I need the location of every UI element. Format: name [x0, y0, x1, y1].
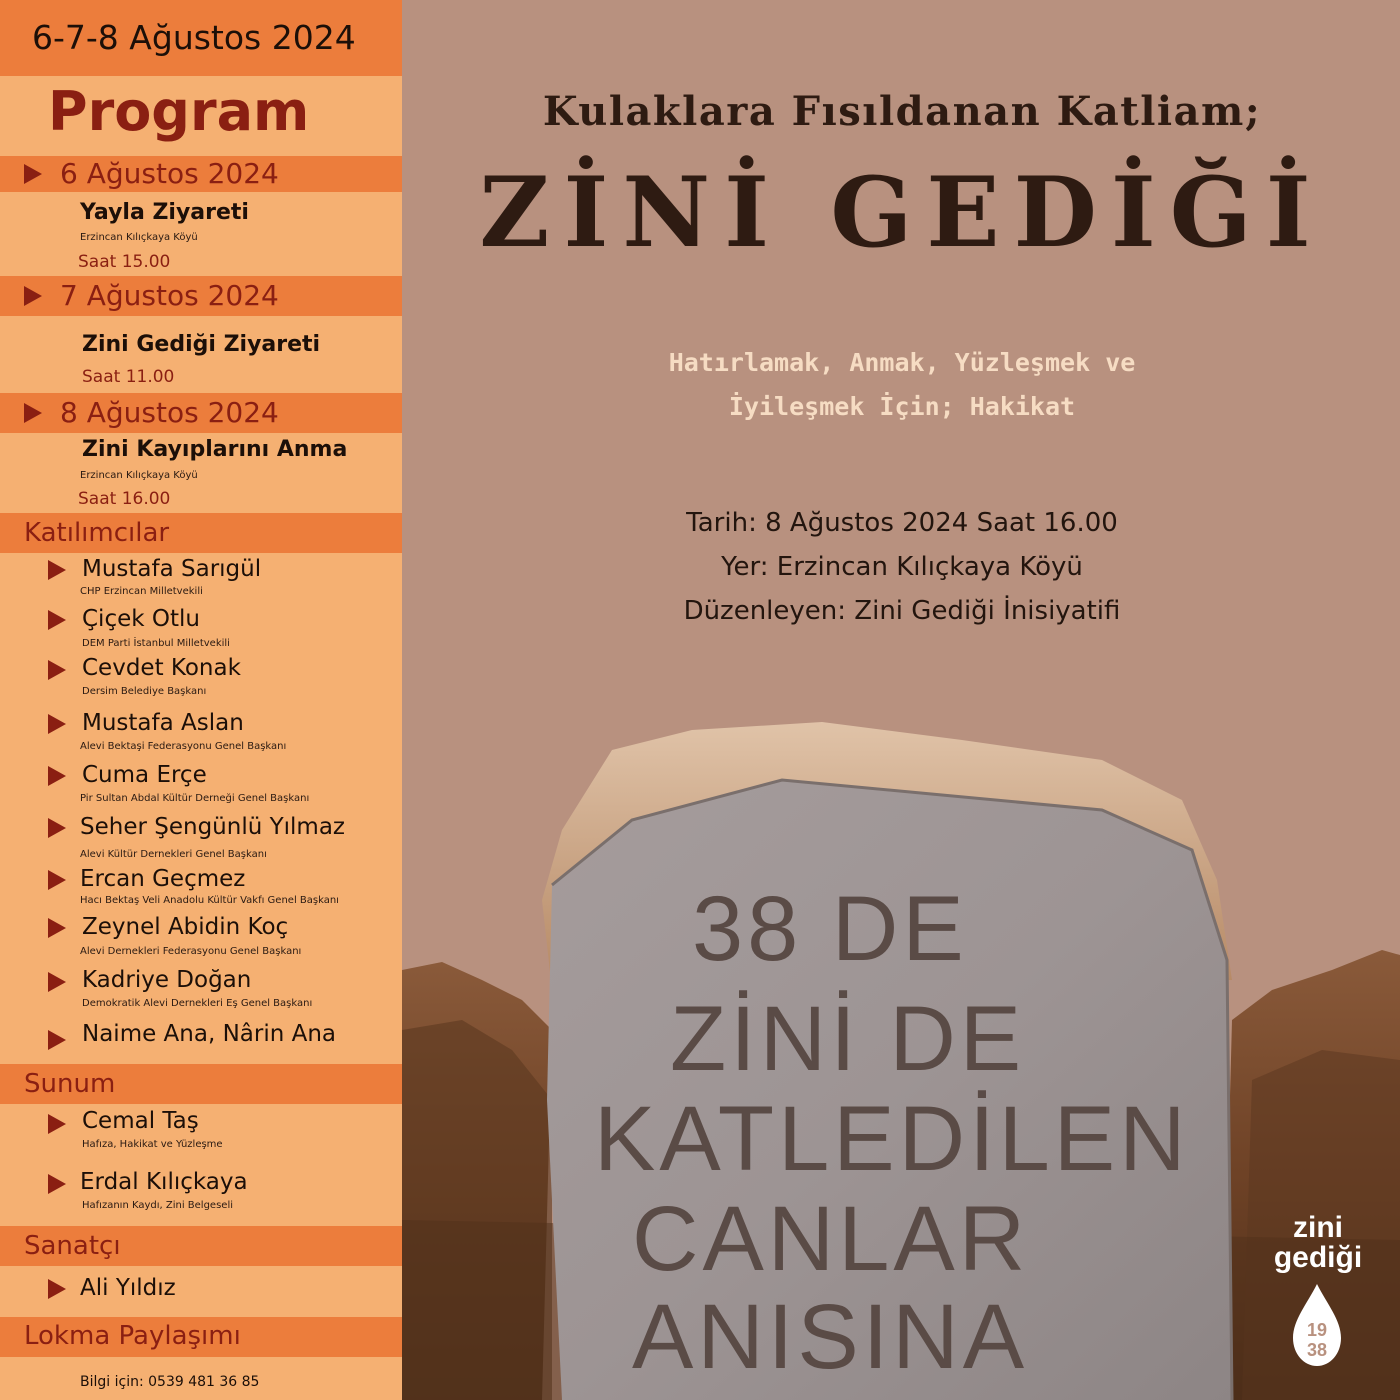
day-2-time: Saat 11.00	[82, 367, 175, 387]
participant-role: DEM Parti İstanbul Milletvekili	[82, 638, 230, 649]
stone-line-2: ZİNİ DE	[670, 988, 1026, 1090]
triangle-bullet-icon	[24, 286, 42, 306]
triangle-bullet-icon	[48, 560, 66, 580]
drop-logo-icon	[1287, 1280, 1347, 1370]
participant-role: Alevi Dernekleri Federasyonu Genel Başkanı	[80, 946, 302, 957]
day-1-date: 6 Ağustos 2024	[60, 157, 279, 190]
triangle-bullet-icon	[48, 972, 66, 992]
presenter-name: Erdal Kılıçkaya	[80, 1169, 248, 1195]
contact-info: Bilgi için: 0539 481 36 85	[80, 1374, 260, 1390]
logo-year-top: 19	[1306, 1320, 1328, 1340]
presenter-name: Cemal Taş	[82, 1108, 199, 1134]
triangle-bullet-icon	[48, 1279, 66, 1299]
event-organizer-line: Düzenleyen: Zini Gediği İnisiyatifi	[683, 596, 1121, 626]
logo-line-2: gediği	[1273, 1241, 1363, 1274]
poster-panel	[402, 0, 1400, 1400]
participant-role: CHP Erzincan Milletvekili	[80, 586, 203, 597]
logo-line-1: zini	[1293, 1211, 1343, 1244]
poster-title: ZİNİ GEDİĞİ	[479, 156, 1325, 269]
participant-name: Mustafa Aslan	[82, 710, 244, 736]
participants-heading: Katılımcılar	[24, 518, 170, 548]
day-1-event: Yayla Ziyareti	[80, 200, 249, 225]
tagline-line-1: Hatırlamak, Anmak, Yüzleşmek ve	[668, 348, 1136, 377]
triangle-bullet-icon	[48, 1174, 66, 1194]
stone-line-5: ANISINA	[632, 1286, 1029, 1388]
event-place-line: Yer: Erzincan Kılıçkaya Köyü	[721, 552, 1083, 582]
participant-name: Kadriye Doğan	[82, 967, 252, 993]
participant-name: Zeynel Abidin Koç	[82, 914, 289, 940]
stone-line-1: 38 DE	[692, 878, 968, 980]
stone-line-4: CANLAR	[632, 1188, 1030, 1290]
triangle-bullet-icon	[24, 164, 42, 184]
triangle-bullet-icon	[48, 1114, 66, 1134]
program-panel	[0, 0, 402, 1400]
memorial-stone-photo	[402, 700, 1400, 1400]
triangle-bullet-icon	[48, 918, 66, 938]
day-2-date: 7 Ağustos 2024	[60, 279, 279, 312]
day-3-date: 8 Ağustos 2024	[60, 396, 279, 429]
triangle-bullet-icon	[48, 1030, 66, 1050]
poster-kicker: Kulaklara Fısıldanan Katliam;	[542, 88, 1262, 135]
triangle-bullet-icon	[48, 714, 66, 734]
tagline-line-2: İyileşmek İçin; Hakikat	[728, 392, 1076, 421]
day-3-time: Saat 16.00	[78, 489, 171, 509]
artists-heading: Sanatçı	[24, 1231, 121, 1261]
participant-role: Alevi Bektaşi Federasyonu Genel Başkanı	[80, 741, 287, 752]
day-1-time: Saat 15.00	[78, 252, 171, 272]
participant-name: Naime Ana, Nârin Ana	[82, 1021, 337, 1047]
triangle-bullet-icon	[24, 403, 42, 423]
closing-heading: Lokma Paylaşımı	[24, 1321, 241, 1351]
participant-name: Ercan Geçmez	[80, 866, 246, 892]
presenter-topic: Hafıza, Hakikat ve Yüzleşme	[82, 1139, 223, 1150]
participant-name: Cevdet Konak	[82, 655, 241, 681]
event-date-line: Tarih: 8 Ağustos 2024 Saat 16.00	[686, 508, 1118, 538]
triangle-bullet-icon	[48, 660, 66, 680]
program-heading: Program	[48, 80, 310, 143]
presenter-topic: Hafızanın Kaydı, Zini Belgeseli	[82, 1200, 234, 1211]
day-1-place: Erzincan Kılıçkaya Köyü	[80, 232, 198, 243]
triangle-bullet-icon	[48, 610, 66, 630]
triangle-bullet-icon	[48, 870, 66, 890]
triangle-bullet-icon	[48, 818, 66, 838]
zini-gedigi-logo	[1268, 1213, 1368, 1273]
presentations-heading: Sunum	[24, 1069, 116, 1099]
participant-role: Dersim Belediye Başkanı	[82, 686, 207, 697]
participant-role: Demokratik Alevi Dernekleri Eş Genel Başkanı	[82, 998, 313, 1009]
participant-role: Hacı Bektaş Veli Anadolu Kültür Vakfı Genel Başkanı	[80, 895, 339, 906]
artist-name: Ali Yıldız	[80, 1275, 176, 1301]
participant-role: Alevi Kültür Dernekleri Genel Başkanı	[80, 849, 267, 860]
stone-line-3: KATLEDİLEN	[594, 1088, 1190, 1190]
event-dates: 6-7-8 Ağustos 2024	[32, 18, 356, 57]
day-2-event: Zini Gediği Ziyareti	[82, 332, 321, 357]
triangle-bullet-icon	[48, 766, 66, 786]
logo-year-bottom: 38	[1306, 1340, 1328, 1360]
participant-name: Mustafa Sarıgül	[82, 556, 262, 582]
participant-name: Çiçek Otlu	[82, 606, 200, 632]
day-3-place: Erzincan Kılıçkaya Köyü	[80, 470, 198, 481]
participant-name: Seher Şengünlü Yılmaz	[80, 814, 346, 840]
participant-name: Cuma Erçe	[82, 762, 207, 788]
participant-role: Pir Sultan Abdal Kültür Derneği Genel Başkanı	[80, 793, 310, 804]
day-3-event: Zini Kayıplarını Anma	[82, 437, 348, 462]
